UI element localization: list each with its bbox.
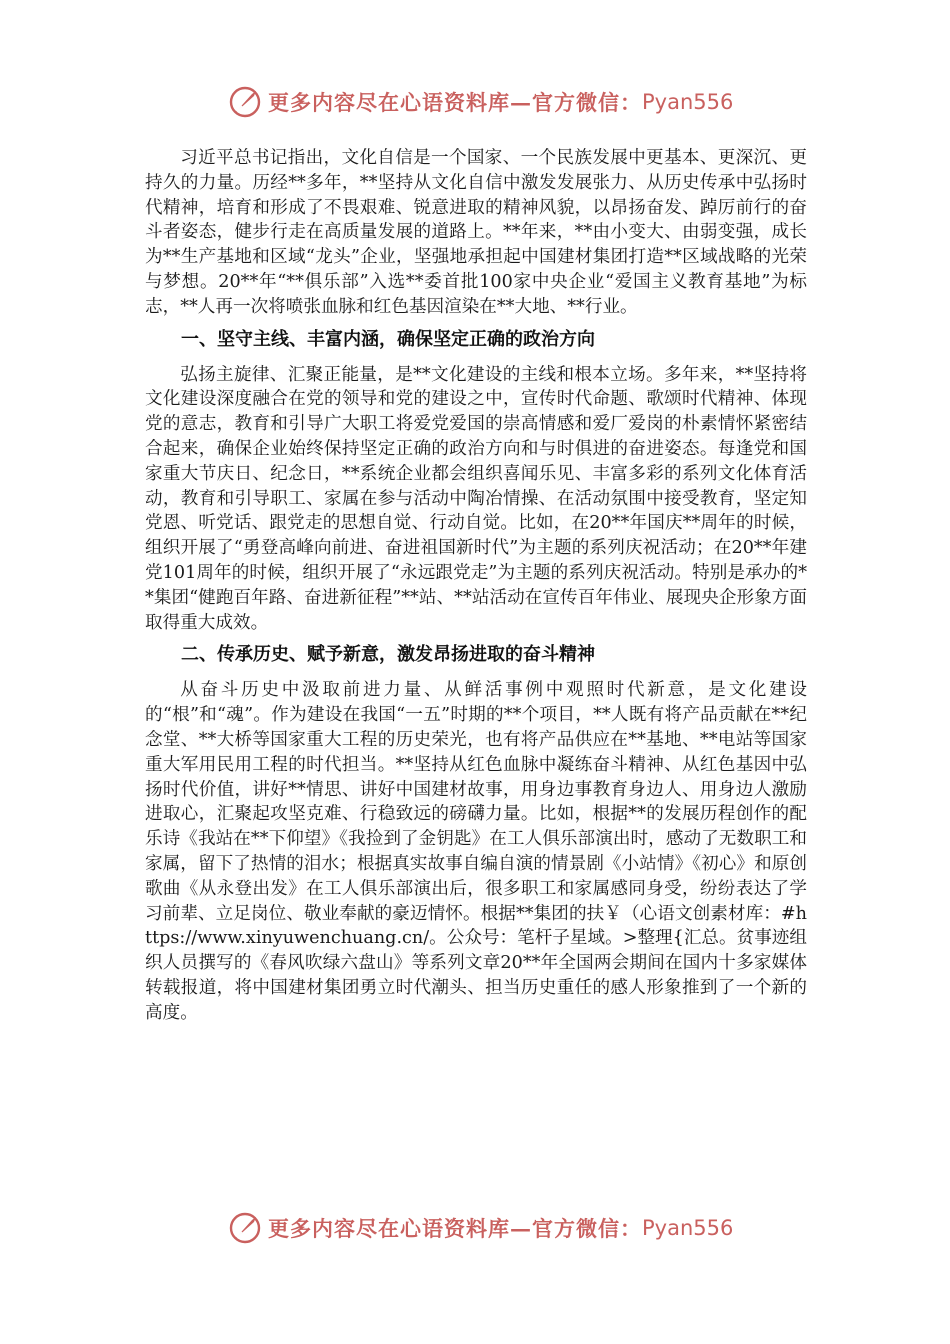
footer-banner-id: Pyan556 bbox=[642, 1216, 734, 1240]
intro-paragraph: 习近平总书记指出，文化自信是一个国家、一个民族发展中更基本、更深沉、更持久的力量。历经**多年，**坚持从文化自信中激发发展张力、从历史传承中弘扬时代精神，培育和形成了不畏艰难、锐意进取的精神风貌，以昂扬奋发、踔厉前行的奋斗者姿态，健步行走在高质量发展的道路上。**年来，**由小变大、由弱变强，成长为**生产基地和区域“龙头”企业，坚强地承担起中国建材集团打造**区域战略的光荣与梦想。20**年“**俱乐部”入选**委首批100家中央企业“爱国主义教育基地”为标志，**人再一次将喷张血脉和红色基因渲染在**大地、**行业。 bbox=[145, 148, 807, 317]
quill-logo-icon bbox=[228, 1211, 262, 1245]
footer-banner-text: 更多内容尽在心语资料库—官方微信： bbox=[268, 1216, 642, 1241]
quill-logo-icon bbox=[228, 85, 262, 119]
header-banner bbox=[228, 82, 748, 122]
footer-banner bbox=[228, 1208, 748, 1248]
section-2-paragraph: 从奋斗历史中汲取前进力量、从鲜活事例中观照时代新意，是文化建设的“根”和“魂”。作为建设在我国“一五”时期的**个项目，**人既有将产品贡献在**纪念堂、**大桥等国家重大工程的历史荣光，也有将产品供应在**基地、**电站等国家重大军用民用工程的时代担当。**坚持从红色血脉中凝练奋斗精神、从红色基因中弘扬时代价值，讲好**情思、讲好中国建材故事，用身边事教育身边人、用身边人激励进取心，汇聚起攻坚克难、行稳致远的磅礴力量。比如，根据**的发展历程创作的配乐诗《我站在**下仰望》《我捡到了金钥匙》在工人俱乐部演出时，感动了无数职工和家属，留下了热情的泪水；根据真实故事自编自演的情景剧《小站情》《初心》和原创歌曲《从永登出发》在工人俱乐部演出后，很多职工和家属感同身受，纷纷表达了学习前辈、立足岗位、敬业奉献的豪迈情怀。根据**集团的扶￥（心语文创素材库：#https://www.xinyuwenchuang.cn/。公众号：笔杆子星域。>整理{汇总。贫事迹组织人员撰写的《春风吹绿六盘山》等系列文章20**年全国两会期间在国内十多家媒体转载报道，将中国建材集团勇立时代潮头、担当历史重任的感人形象推到了一个新的高度。 bbox=[145, 680, 807, 1023]
section-1-heading: 一、坚守主线、丰富内涵，确保坚定正确的政治方向 bbox=[181, 328, 595, 350]
header-banner-id: Pyan556 bbox=[642, 90, 734, 114]
section-1-paragraph: 弘扬主旋律、汇聚正能量，是**文化建设的主线和根本立场。多年来，**坚持将文化建设深度融合在党的领导和党的建设之中，宣传时代命题、歌颂时代精神、体现党的意志，教育和引导广大职工将爱党爱国的崇高情感和爱厂爱岗的朴素情怀紧密结合起来，确保企业始终保持坚定正确的政治方向和与时俱进的奋进姿态。每逢党和国家重大节庆日、纪念日，**系统企业都会组织喜闻乐见、丰富多彩的系列文化体育活动，教育和引导职工、家属在参与活动中陶冶情操、在活动氛围中接受教育，坚定知党恩、听党话、跟党走的思想自觉、行动自觉。比如，在20**年国庆**周年的时候，组织开展了“勇登高峰向前进、奋进祖国新时代”为主题的系列庆祝活动；在20**年建党101周年的时候，组织开展了“永远跟党走”为主题的系列庆祝活动。特别是承办的**集团“健跑百年路、奋进新征程”**站、**站活动在宣传百年伟业、展现央企形象方面取得重大成效。 bbox=[145, 364, 807, 633]
section-2-heading: 二、传承历史、赋予新意，激发昂扬进取的奋斗精神 bbox=[181, 644, 595, 666]
document-body bbox=[145, 146, 807, 1026]
header-banner-text: 更多内容尽在心语资料库—官方微信： bbox=[268, 90, 642, 115]
